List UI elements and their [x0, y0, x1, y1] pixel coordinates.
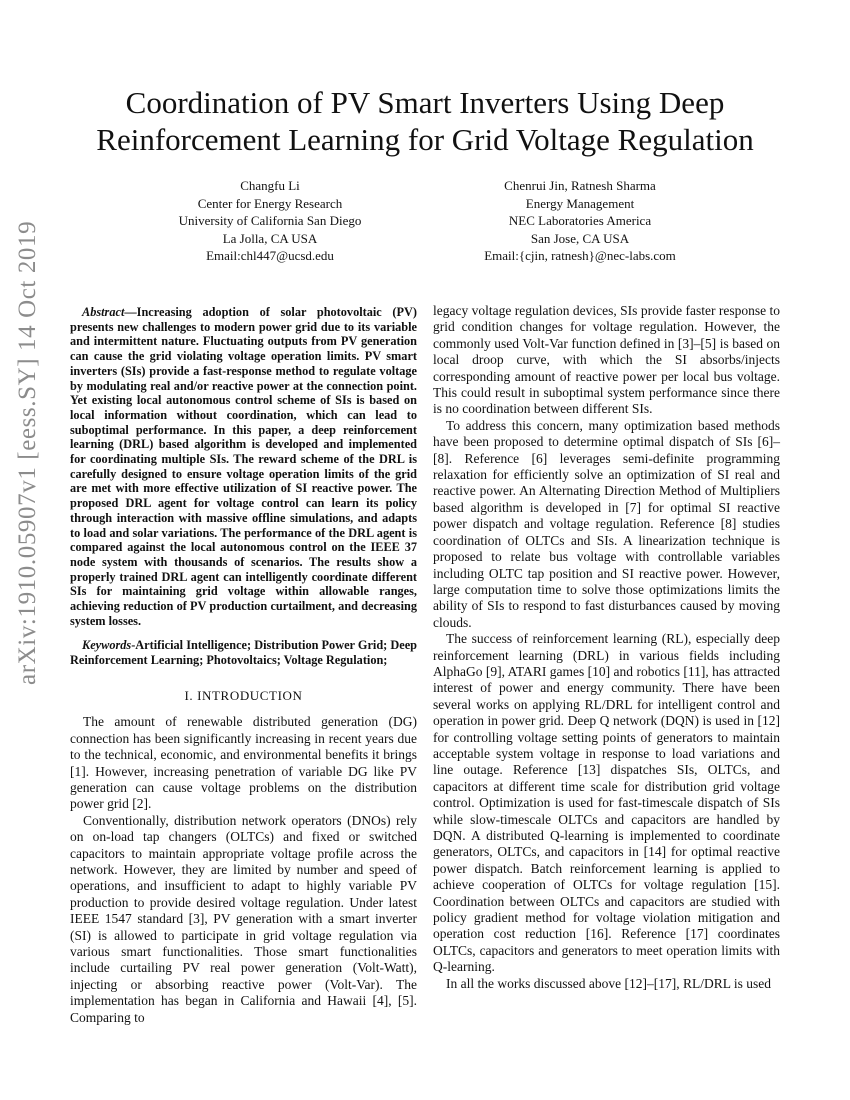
author-org: University of California San Diego: [178, 213, 362, 228]
paragraph: legacy voltage regulation devices, SIs provide faster response to grid condition changes for voltage regulation. However, the commonly used Volt-Var function defined in [3]–[5] is based on local droop curve, with which the SI absorbs/injects corresponding amount of reactive power per local bus voltage. This could result in suboptimal system performance since there is no coordination between different SIs.: [433, 303, 780, 417]
paragraph: Conventionally, distribution network operators (DNOs) rely on on-load tap changers (OLTCs) and fixed or switched capacitors to maintain appropriate voltage profile across the network. However, they are limited by number and speed of operations, and insufficient to adapt to highly variable PV production to provide desired voltage regulation. Under latest IEEE 1547 standard [3], PV generation with a smart inverter (SI) is allowed to participate in grid voltage regulation via various smart functionalities. Those smart functionalities include curtailing PV real power generation (Volt-Watt), injecting or absorbing reactive power (Volt-Var). The implementation has began in California and Hawaii [4], [5]. Comparing to: [70, 812, 417, 1025]
abstract: [70, 305, 417, 628]
paragraph: The success of reinforcement learning (RL), especially deep reinforcement learning (DRL) in various fields including AlphaGo [9], ATARI games [10] and robotics [11], has attracted interest of power and energy community. There have been several works on applying RL/DRL for intelligent control and operation in power grid. Deep Q network (DQN) is used in [12] for controlling voltage setting points of generators to maintain acceptable system voltage in response to load variations and line outage. Reference [13] dispatches SIs, OLTCs, and capacitors at different time scale for distribution grid voltage control. Optimization is used for fast-timescale dispatch of SIs while slow-timescale OLTCs and capacitors are handled by DQN. A distributed Q-learning is implemented to coordinate generators, OLTCs, and capacitors in [14] for optimal reactive power dispatch. Batch reinforcement learning is applied to achieve cooperation of OLTCs for voltage regulation [15]. Coordination between OLTCs and capacitors are studied with policy gradient method for voltage violation mitigation and operation cost reduction [16]. Reference [17] coordinates OLTCs, capacitors and generators to meet operation limits with Q-learning.: [433, 631, 780, 975]
author-email: Email:chl447@ucsd.edu: [206, 248, 334, 263]
left-column: [70, 305, 417, 1026]
author-dept: Energy Management: [525, 195, 635, 211]
abstract-label: Abstract: [82, 305, 125, 319]
arxiv-stamp: arXiv:1910.05907v1 [eess.SY] 14 Oct 2019: [14, 220, 41, 685]
author-dept: Center for Energy Research: [197, 195, 343, 211]
right-column: [433, 303, 780, 992]
keywords: [70, 638, 417, 667]
author-location: La Jolla, CA USA: [222, 230, 318, 246]
paper-title: Coordination of PV Smart Inverters Using Deep Reinforcement Learning for Grid Voltage Regulation: [96, 85, 754, 157]
keywords-label: Keywords: [82, 638, 132, 653]
author-block-1: [145, 177, 395, 265]
paragraph: The amount of renewable distributed generation (DG) connection has been significantly increasing in recent years due to the technical, economic, and environmental benefits it brings [1]. However, increasing penetration of variable DG like PV generation can cause voltage problems on the distribution power grid [2].: [70, 714, 417, 812]
paragraph: To address this concern, many optimization based methods have been proposed to determine optimal dispatch of SIs [6]–[8]. Reference [6] leverages semi-definite programming relaxation for efficiently solve an optimization of SI real and reactive power. An Alternating Direction Method of Multipliers based algorithm is developed in [7] for optimal SI reactive power dispatch and voltage regulation. Reference [8] studies coordination of OLTCs and SIs. A linearization technique is proposed to relate bus voltage with controllable variables including OLTC tap position and SI reactive power. However, large computation time to solve those optimizations limits the ability of SIs to respond to fast disturbances caused by moving clouds.: [433, 417, 780, 630]
author-location: San Jose, CA USA: [530, 230, 630, 246]
author-org: NEC Laboratories America: [508, 213, 652, 228]
author-block-2: [455, 177, 705, 265]
author-name: Changfu Li: [240, 178, 300, 193]
author-email: Email:{cjin, ratnesh}@nec-labs.com: [484, 248, 676, 263]
section-heading: I. INTRODUCTION: [184, 687, 303, 703]
keywords-text: -Artificial Intelligence; Distribution Power Grid; Deep Reinforcement Learning; Photovoltaics; Voltage Regulation;: [70, 638, 417, 668]
paragraph: In all the works discussed above [12]–[17], RL/DRL is used: [446, 975, 771, 991]
abstract-text: —Increasing adoption of solar photovoltaic (PV) presents new challenges to modern power grid due to its variable and intermittent nature. Fluctuating outputs from PV generation can cause the grid violating voltage operation limits. PV smart inverters (SIs) provide a fast-response method to regulate voltage by modulating real and/or reactive power at the connection point. Yet existing local autonomous control scheme of SIs is based on local information without coordination, which can lead to suboptimal performance. In this paper, a deep reinforcement learning (DRL) based algorithm is developed and implemented for coordinating multiple SIs. The reward scheme of the DRL is carefully designed to ensure voltage operation limits of the grid are met with more effective utilization of SI reactive power. The proposed DRL agent for voltage control can learn its policy through interaction with massive offline simulations, and adapts to load and solar variations. The performance of the DRL agent is compared against the local autonomous control on the IEEE 37 node system with thousands of scenarios. The results show a properly trained DRL agent can intelligently coordinate different SIs for maintaining grid voltage within allowable ranges, achieving reduction of PV production curtailment, and decreasing system losses.: [70, 305, 417, 628]
author-name: Chenrui Jin, Ratnesh Sharma: [504, 178, 656, 193]
